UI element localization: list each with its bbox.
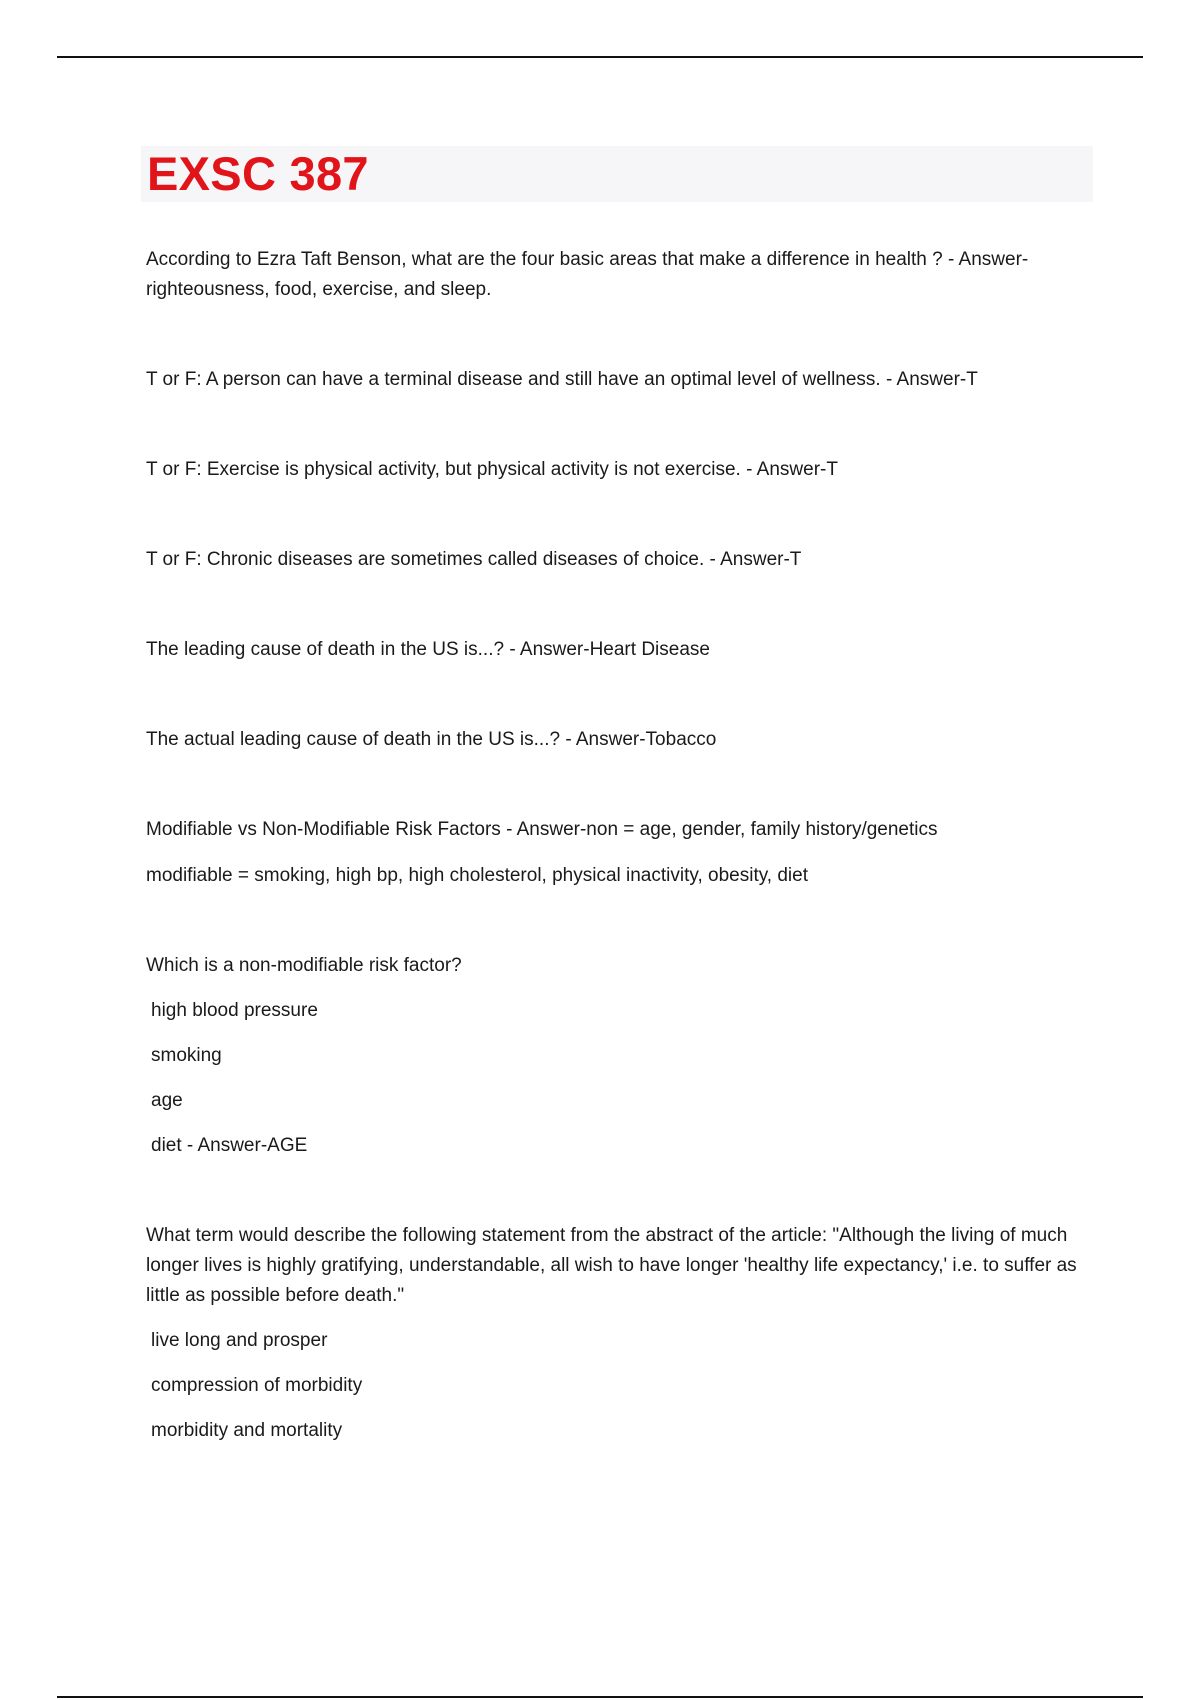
- mc-option: smoking: [151, 1045, 222, 1066]
- mc-option: age: [151, 1090, 183, 1111]
- qa-item: [146, 365, 1086, 395]
- mc-question-text: What term would describe the following statement from the abstract of the article: "Although the living of much longer lives is highly gratifying, understandable, all wish to have longer 'healthy life expectancy,' i.e. to suffer as little as possible before death.": [146, 1225, 1077, 1306]
- qa-text: According to Ezra Taft Benson, what are the four basic areas that make a difference in health ? - Answer-righteousness, food, exercise, and sleep.: [146, 249, 1029, 300]
- qa-item: [146, 635, 1086, 665]
- qa-text: The actual leading cause of death in the US is...? - Answer-Tobacco: [146, 729, 717, 750]
- qa-text: T or F: Chronic diseases are sometimes called diseases of choice. - Answer-T: [146, 549, 802, 570]
- mc-option: diet - Answer-AGE: [151, 1135, 308, 1156]
- qa-item: [146, 725, 1086, 755]
- qa-text: T or F: A person can have a terminal disease and still have an optimal level of wellness. - Answer-T: [146, 369, 978, 390]
- mc-question: [146, 1221, 1086, 1446]
- mc-option: morbidity and mortality: [151, 1420, 343, 1441]
- qa-text: T or F: Exercise is physical activity, but physical activity is not exercise. - Answer-T: [146, 459, 838, 480]
- bottom-rule: [57, 1696, 1143, 1698]
- qa-item: [146, 245, 1086, 305]
- title-band: [141, 146, 1093, 202]
- document-body: [146, 245, 1086, 1446]
- qa-item: [146, 455, 1086, 485]
- qa-item: [146, 545, 1086, 575]
- qa-text: The leading cause of death in the US is...? - Answer-Heart Disease: [146, 639, 710, 660]
- mc-option: compression of morbidity: [151, 1375, 363, 1396]
- mc-question: [146, 951, 1086, 1161]
- qa-item: [146, 815, 1086, 891]
- qa-line: modifiable = smoking, high bp, high cholesterol, physical inactivity, obesity, diet: [146, 865, 809, 886]
- qa-line: Modifiable vs Non-Modifiable Risk Factors - Answer-non = age, gender, family history/genetics: [146, 819, 938, 840]
- mc-question-text: Which is a non-modifiable risk factor?: [146, 955, 462, 976]
- document-title: EXSC 387: [147, 147, 369, 200]
- top-rule: [57, 56, 1143, 58]
- mc-option: high blood pressure: [151, 1000, 318, 1021]
- mc-option: live long and prosper: [151, 1330, 328, 1351]
